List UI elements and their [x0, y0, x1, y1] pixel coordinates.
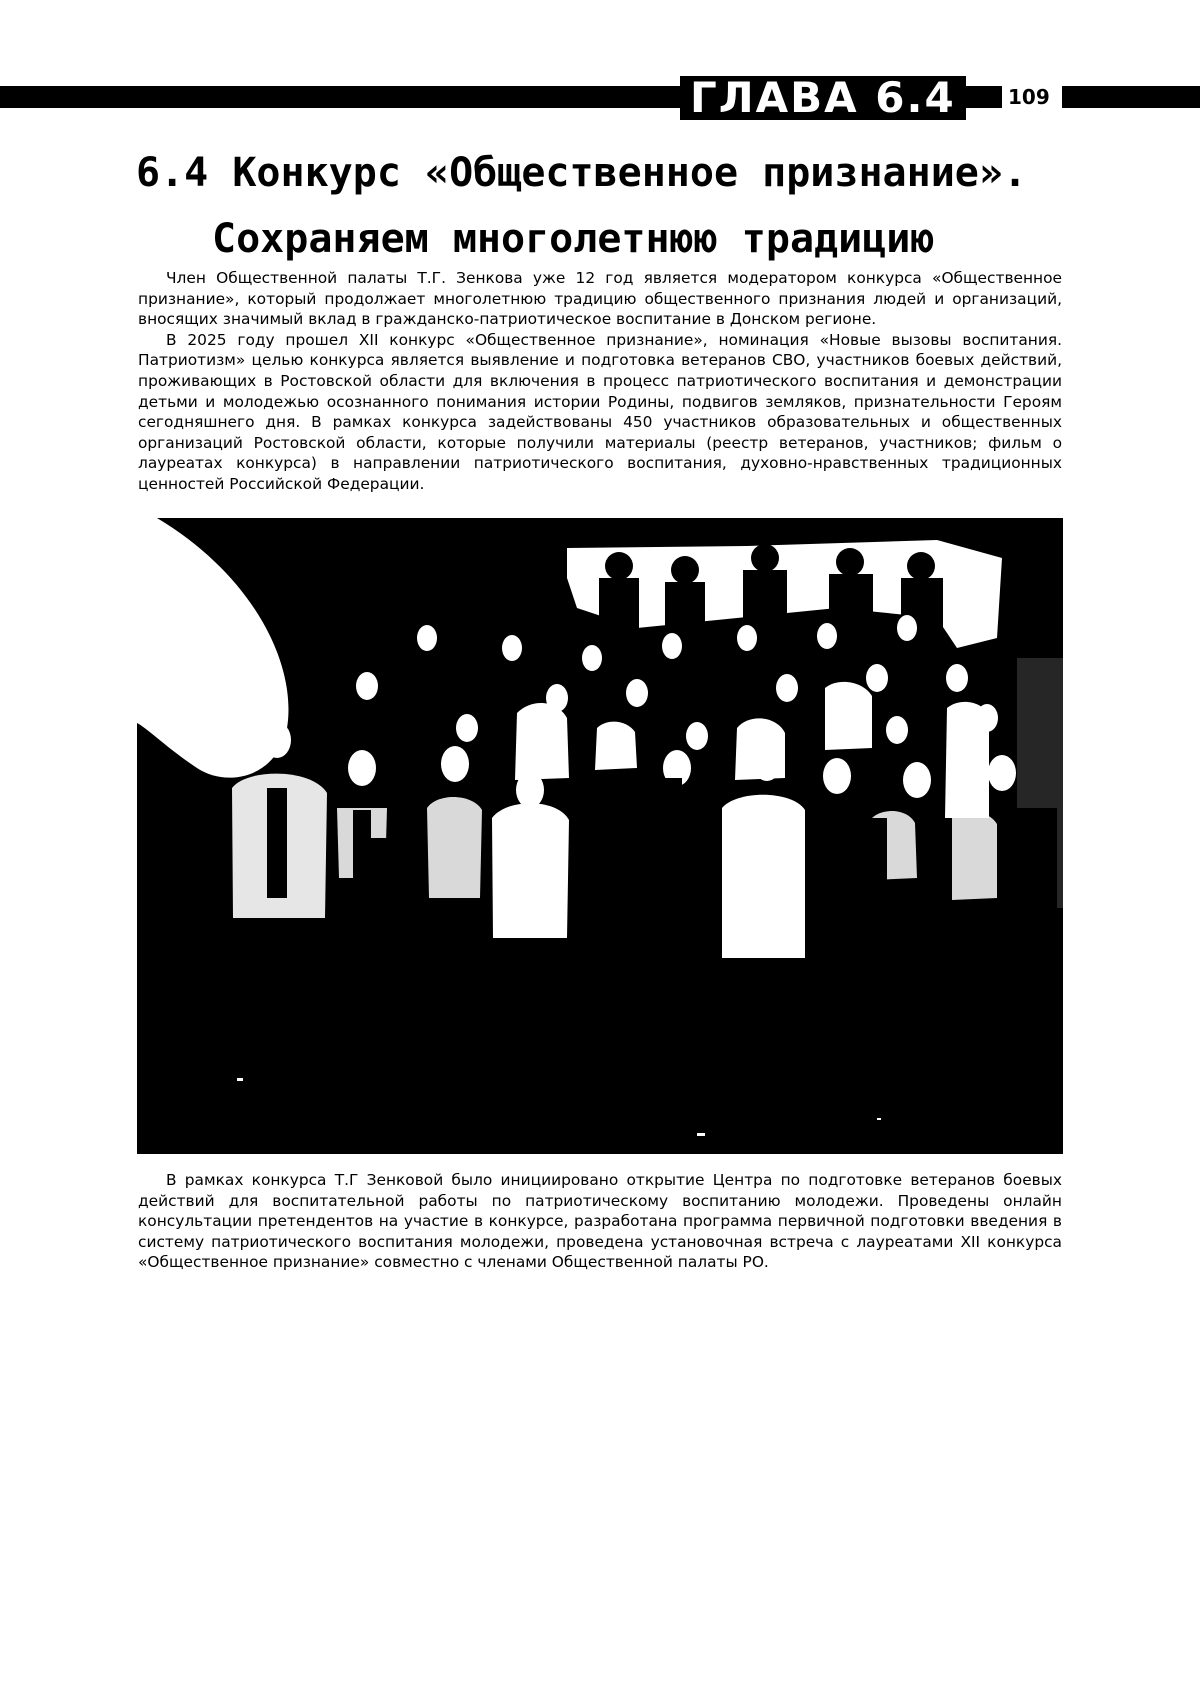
header-bar-tail — [1062, 86, 1200, 108]
group-photo — [137, 518, 1063, 1154]
title-line-2: Сохраняем многолетнюю традицию — [212, 216, 935, 262]
paragraph: В рамках конкурса Т.Г Зенковой было инициировано открытие Центра по подготовке ветеранов боевых действий для воспитательной работы по патриотическому воспитанию молодежи. Проведены онлайн консультации претендентов на участие в конкурсе, разработана программа первичной подготовки введения в систему патриотического воспитания молодежи, проведена установочная встреча с лауреатами XII конкурса «Общественное признание» совместно с членами Общественной палаты РО. — [138, 1171, 1062, 1272]
chapter-label-text: ГЛАВА 6.4 — [690, 73, 956, 122]
intro-text — [138, 268, 1062, 495]
chapter-label — [680, 73, 966, 122]
title-line-1: 6.4 Конкурс «Общественное признание». — [136, 150, 1028, 196]
group-photo-illustration — [137, 518, 1063, 1154]
closing-text — [138, 1170, 1062, 1273]
paragraph: В 2025 году прошел XII конкурс «Общественное признание», номинация «Новые вызовы воспитания. Патриотизм» целью конкурса является выявление и подготовка ветеранов СВО, участников боевых действий, проживающих в Ростовской области для включения в процесс патриотического воспитания и демонстрации детьми и молодежью осознанного понимания истории Родины, подвигов земляков, признательности Героям сегодняшнего дня. В рамках конкурса задействованы 450 участников образовательных и общественных организаций Ростовской области, которые получили материалы (реестр ветеранов, участников; фильм о лауреатах конкурса) в направлении патриотического воспитания, духовно-нравственных традиционных ценностей Российской Федерации. — [138, 330, 1062, 493]
page-number: 109 — [1008, 85, 1050, 109]
page-title — [136, 140, 1076, 272]
paragraph: Член Общественной палаты Т.Г. Зенкова уже 12 год является модератором конкурса «Общественное признание», который продолжает многолетнюю традицию общественного признания людей и организаций, вносящих значимый вклад в гражданско-патриотическое воспитание в Донском регионе. — [138, 269, 1062, 329]
